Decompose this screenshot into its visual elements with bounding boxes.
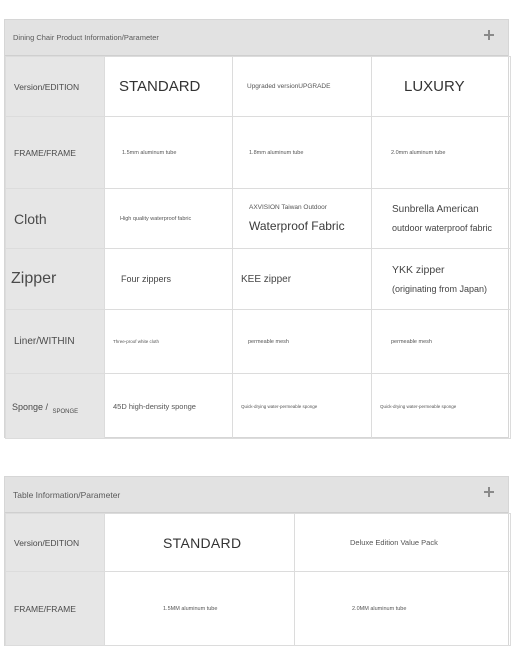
table-version-standard: STANDARD	[105, 514, 295, 572]
cloth-luxury-line1: Sunbrella American	[392, 204, 479, 215]
version-luxury: LUXURY	[372, 57, 511, 117]
sponge-upgrade: Quick-drying water-permeable sponge	[233, 374, 372, 439]
table-info-header[interactable]	[5, 477, 508, 513]
row-label-version: Version/EDITION	[6, 514, 105, 572]
table-row	[6, 310, 511, 374]
row-label-zipper: Zipper	[6, 249, 105, 310]
table-row	[6, 189, 511, 249]
table-frame-standard: 1.5MM aluminum tube	[105, 572, 295, 646]
row-label-frame: FRAME/FRAME	[6, 572, 105, 646]
table-row	[6, 117, 511, 189]
cloth-luxury-line2: outdoor waterproof fabric	[392, 223, 493, 233]
cloth-upgrade-line2: Waterproof Fabric	[249, 219, 345, 233]
table-info-title: Table Information/Parameter	[13, 490, 121, 500]
cloth-upgrade	[233, 189, 372, 249]
chair-spec-table	[5, 56, 511, 439]
table-frame-deluxe: 2.0MM aluminum tube	[295, 572, 511, 646]
frame-upgrade: 1.8mm aluminum tube	[233, 117, 372, 189]
row-label-frame: FRAME/FRAME	[6, 117, 105, 189]
row-label-liner: Liner/WITHIN	[6, 310, 105, 374]
sponge-label-sub: SPONGE	[52, 409, 79, 415]
zipper-luxury-line2: (originating from Japan)	[392, 284, 488, 294]
table-row	[6, 572, 511, 646]
liner-standard: Three-proof white cloth	[105, 310, 233, 374]
sponge-luxury: Quick-drying water-permeable sponge	[372, 374, 511, 439]
liner-luxury: permeable mesh	[372, 310, 511, 374]
chair-info-title: Dining Chair Product Information/Parameter	[13, 33, 159, 42]
frame-standard: 1.5mm aluminum tube	[105, 117, 233, 189]
sponge-standard: 45D high-density sponge	[105, 374, 233, 439]
table-row	[6, 374, 511, 439]
cloth-standard: High quality waterproof fabric	[105, 189, 233, 249]
zipper-luxury-line1: YKK zipper	[392, 264, 445, 276]
table-spec-table	[5, 513, 511, 646]
row-label-version: Version/EDITION	[6, 57, 105, 117]
version-standard: STANDARD	[105, 57, 233, 117]
cloth-upgrade-line1: AXVISION Taiwan Outdoor	[249, 204, 327, 211]
zipper-standard: Four zippers	[105, 249, 233, 310]
expand-plus-icon[interactable]	[484, 30, 494, 40]
chair-info-panel	[4, 19, 509, 438]
version-upgrade: Upgraded versionUPGRADE	[233, 57, 372, 117]
table-row	[6, 57, 511, 117]
table-info-panel	[4, 476, 509, 646]
chair-info-header[interactable]	[5, 20, 508, 56]
row-label-cloth: Cloth	[6, 189, 105, 249]
table-row	[6, 249, 511, 310]
frame-luxury: 2.0mm aluminum tube	[372, 117, 511, 189]
zipper-luxury	[372, 249, 511, 310]
row-label-sponge	[6, 374, 105, 439]
table-version-deluxe: Deluxe Edition Value Pack	[295, 514, 511, 572]
expand-plus-icon[interactable]	[484, 487, 494, 497]
table-row	[6, 514, 511, 572]
cloth-luxury	[372, 189, 511, 249]
liner-upgrade: permeable mesh	[233, 310, 372, 374]
sponge-label-main: Sponge /	[12, 402, 49, 412]
zipper-upgrade: KEE zipper	[233, 249, 372, 310]
